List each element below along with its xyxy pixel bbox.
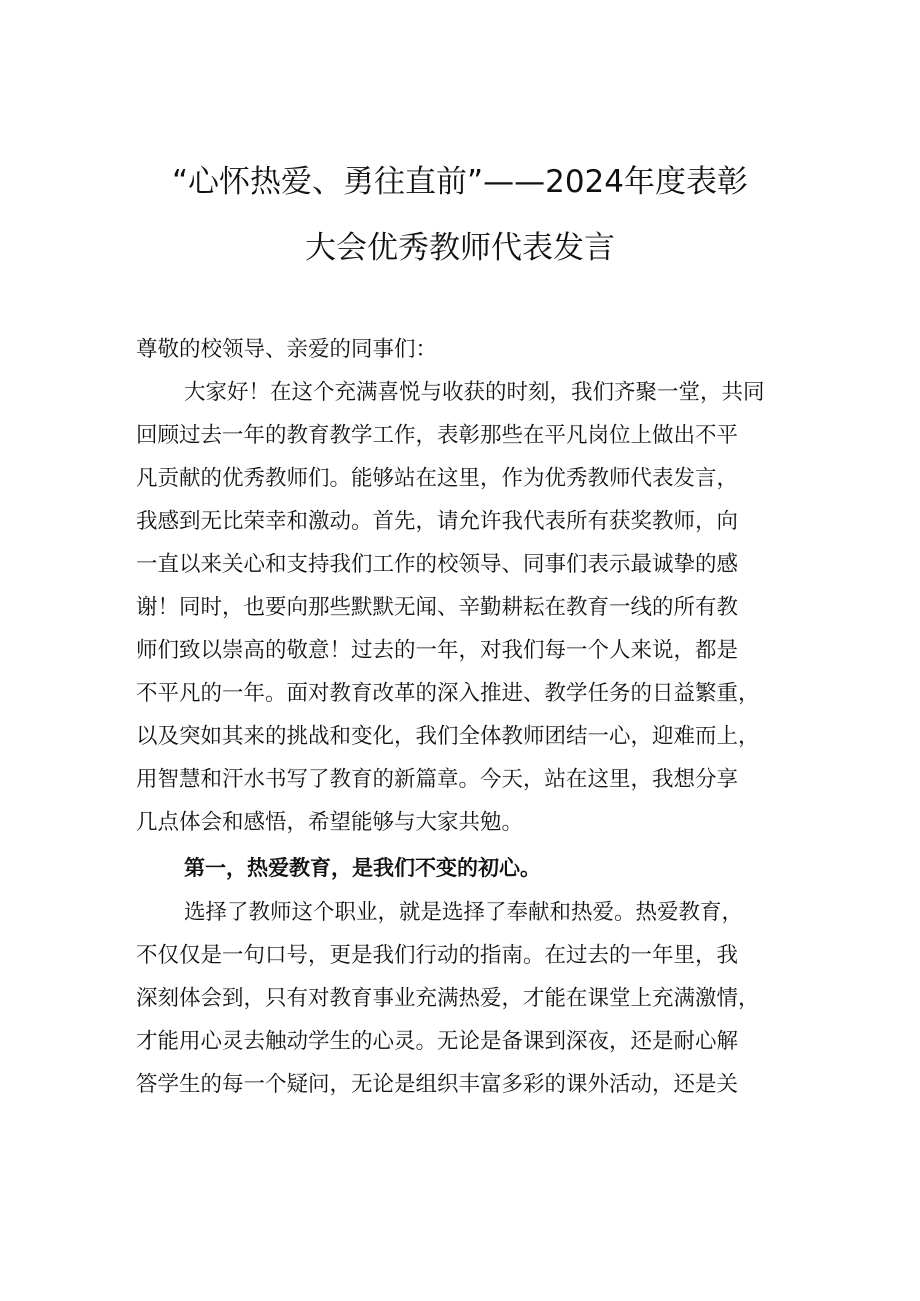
paragraph-line: 不平凡的一年。面对教育改革的深入推进、教学任务的日益繁重， [136, 681, 760, 706]
paragraph-line: 以及突如其来的挑战和变化，我们全体教师团结一心，迎难而上， [136, 724, 760, 749]
paragraph-line: 凡贡献的优秀教师们。能够站在这里，作为优秀教师代表发言， [136, 466, 739, 491]
paragraph-line: 不仅仅是一句口号，更是我们行动的指南。在过去的一年里，我 [136, 943, 739, 968]
paragraph-line: 答学生的每一个疑问，无论是组织丰富多彩的课外活动，还是关 [136, 1072, 739, 1097]
paragraph-line: 大家好！在这个充满喜悦与收获的时刻，我们齐聚一堂，共同 [184, 380, 765, 405]
paragraph-line: 几点体会和感悟，希望能够与大家共勉。 [136, 810, 524, 835]
paragraph-line: 谢！同时，也要向那些默默无闻、辛勤耕耘在教育一线的所有教 [136, 595, 739, 620]
document-title-line-1: “心怀热爱、勇往直前”——2024年度表彰 [171, 164, 748, 200]
document-title-line-2: 大会优秀教师代表发言 [305, 230, 615, 266]
salutation: 尊敬的校领导、亲爱的同事们： [136, 337, 438, 362]
paragraph-line: 用智慧和汗水书写了教育的新篇章。今天，站在这里，我想分享 [136, 767, 739, 792]
section-heading: 第一，热爱教育，是我们不变的初心。 [184, 856, 541, 880]
paragraph-line: 选择了教师这个职业，就是选择了奉献和热爱。热爱教育， [184, 900, 744, 925]
paragraph-line: 一直以来关心和支持我们工作的校领导、同事们表示最诚挚的感 [136, 552, 739, 577]
paragraph-line: 深刻体会到，只有对教育事业充满热爱，才能在课堂上充满激情， [136, 986, 760, 1011]
paragraph-line: 回顾过去一年的教育教学工作，表彰那些在平凡岗位上做出不平 [136, 423, 739, 448]
paragraph-line: 师们致以崇高的敬意！过去的一年，对我们每一个人来说，都是 [136, 638, 739, 663]
paragraph-line: 才能用心灵去触动学生的心灵。无论是备课到深夜，还是耐心解 [136, 1029, 739, 1054]
paragraph-line: 我感到无比荣幸和激动。首先，请允许我代表所有获奖教师，向 [136, 509, 739, 534]
